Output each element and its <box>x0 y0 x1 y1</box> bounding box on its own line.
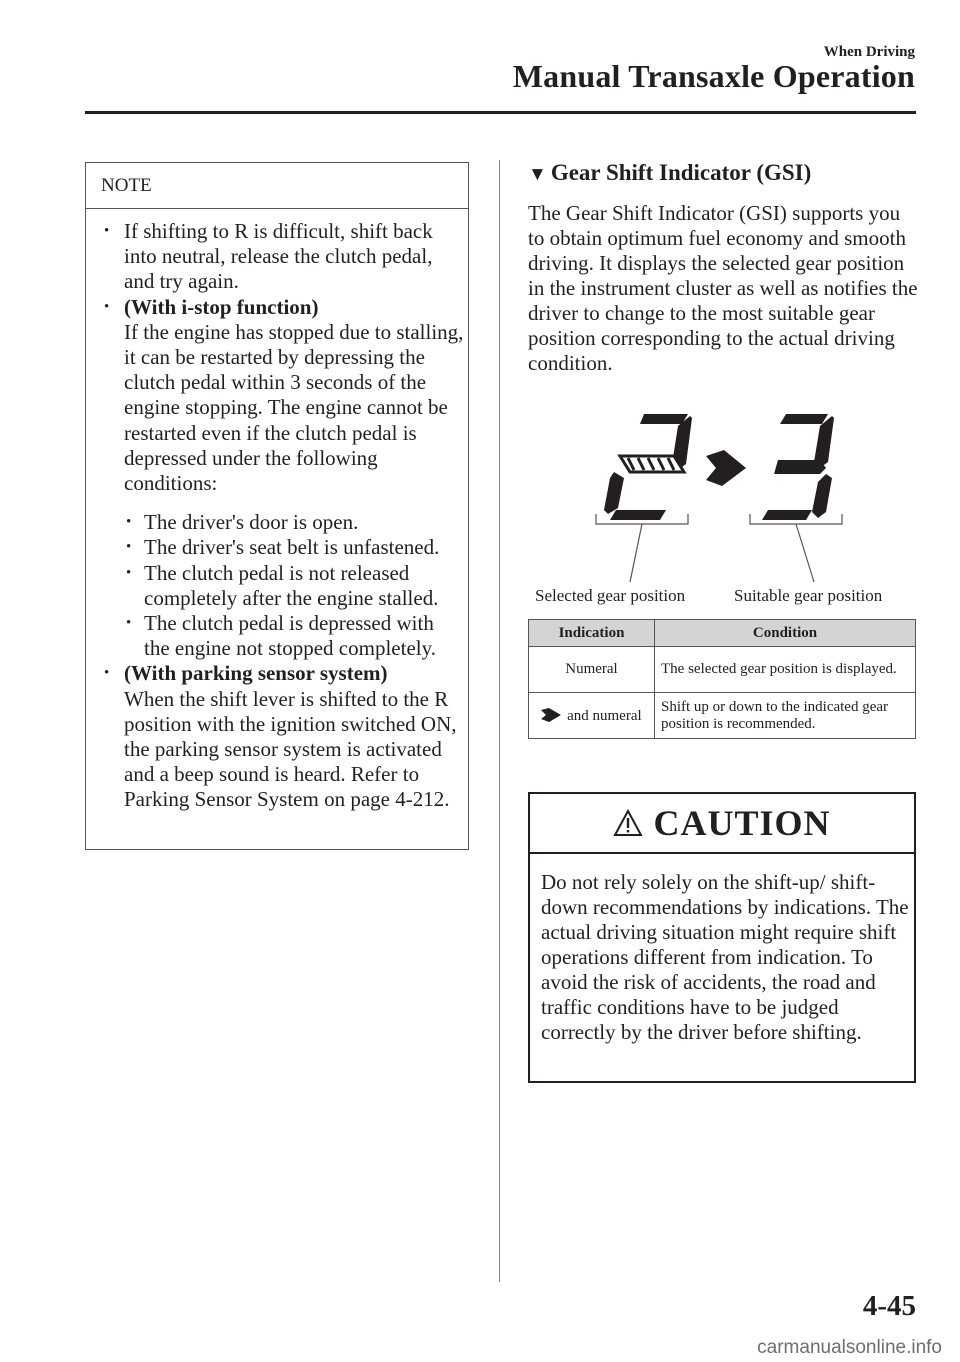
bullet-icon: • <box>126 615 132 632</box>
condition-cell: The selected gear position is displayed. <box>655 647 916 693</box>
list-item <box>124 510 464 535</box>
column-header: Indication <box>529 620 655 647</box>
warning-triangle-icon <box>613 809 643 837</box>
indication-cell <box>529 693 655 739</box>
suitable-leader <box>796 524 814 582</box>
note-item-text: If shifting to R is difficult, shift back into neutral, release the clutch pedal, and try again. <box>124 219 433 294</box>
bullet-icon: • <box>104 298 110 315</box>
digit-2-icon <box>604 414 692 520</box>
list-item-text: The clutch pedal is not released completely after the engine stalled. <box>144 560 439 610</box>
table-header-row <box>529 620 916 647</box>
condition-cell: Shift up or down to the indicated gear position is recommended. <box>655 693 916 739</box>
column-header: Condition <box>655 620 916 647</box>
note-item-text: When the shift lever is shifted to the R position with the ignition switched ON, the parking sensor system is activated and a beep sound is heard. Refer to Parking Sensor System on page 4-212. <box>124 686 457 812</box>
note-title: NOTE <box>101 175 152 196</box>
column-divider <box>499 160 500 1282</box>
section-label: When Driving <box>823 44 915 60</box>
caution-box <box>528 792 916 1083</box>
list-item-text: The driver's seat belt is unfastened. <box>144 535 440 560</box>
note-item-text: If the engine has stopped due to stalling, it can be restarted by depressing the clutch pedal within 3 seconds of the engine stopping. The engine cannot be restarted even if the clutch pedal is depressed under the following conditions: <box>124 319 464 496</box>
note-item-parking-sensor <box>98 661 464 812</box>
note-box <box>85 162 469 850</box>
indication-cell: Numeral <box>529 647 655 693</box>
shift-arrow-icon <box>706 450 746 486</box>
caution-text: Do not rely solely on the shift-up/ shift-down recommendations by indications. The actual driving situation might require shift operations different from indication. To avoid the risk of accidents, the road and traffic conditions have to be judged correctly by the driver before shifting. <box>541 870 909 1044</box>
list-item-text: The driver's door is open. <box>144 510 359 535</box>
bullet-icon: • <box>126 564 132 581</box>
selected-gear-label: Selected gear position <box>535 586 686 605</box>
bullet-icon: • <box>126 539 132 556</box>
header-rule <box>85 111 916 114</box>
list-item <box>124 611 464 661</box>
gsi-paragraph: The Gear Shift Indicator (GSI) supports you to obtain optimum fuel economy and smooth driving. It displays the selected gear position in the instrument cluster as well as notifies the driver to change to the most suitable gear position corresponding to the actual driving condition. <box>528 201 918 375</box>
note-divider <box>86 208 468 209</box>
indication-text: and numeral <box>567 708 642 724</box>
suitable-gear-label: Suitable gear position <box>734 586 883 605</box>
note-item-heading: (With parking sensor system) <box>124 661 388 686</box>
gsi-heading <box>528 160 811 186</box>
note-item-shift-r <box>98 219 464 295</box>
note-item-heading: (With i-stop function) <box>124 294 319 319</box>
shift-arrow-icon <box>541 706 563 722</box>
istop-conditions-list <box>124 510 464 661</box>
page-number: 4-45 <box>862 1290 916 1322</box>
note-body <box>98 219 464 813</box>
gsi-indication-table <box>528 619 916 739</box>
caution-title: CAUTION <box>653 803 831 843</box>
watermark: carmanualsonline.info <box>757 1337 942 1358</box>
bullet-icon: • <box>126 514 132 531</box>
triangle-down-icon: ▼ <box>528 164 547 185</box>
selected-leader <box>630 524 642 582</box>
bullet-icon: • <box>104 665 110 682</box>
gsi-heading-text: Gear Shift Indicator (GSI) <box>550 160 812 185</box>
note-item-istop <box>98 295 464 662</box>
gsi-display-illustration <box>520 400 920 620</box>
caution-header <box>530 794 914 854</box>
list-item <box>124 535 464 560</box>
list-item <box>124 561 464 611</box>
list-item-text: The clutch pedal is depressed with the engine not stopped completely. <box>144 611 436 661</box>
digit-3-icon <box>762 414 834 520</box>
bullet-icon: • <box>104 223 110 239</box>
chapter-title: Manual Transaxle Operation <box>512 58 915 94</box>
table-row <box>529 693 916 739</box>
table-row <box>529 647 916 693</box>
